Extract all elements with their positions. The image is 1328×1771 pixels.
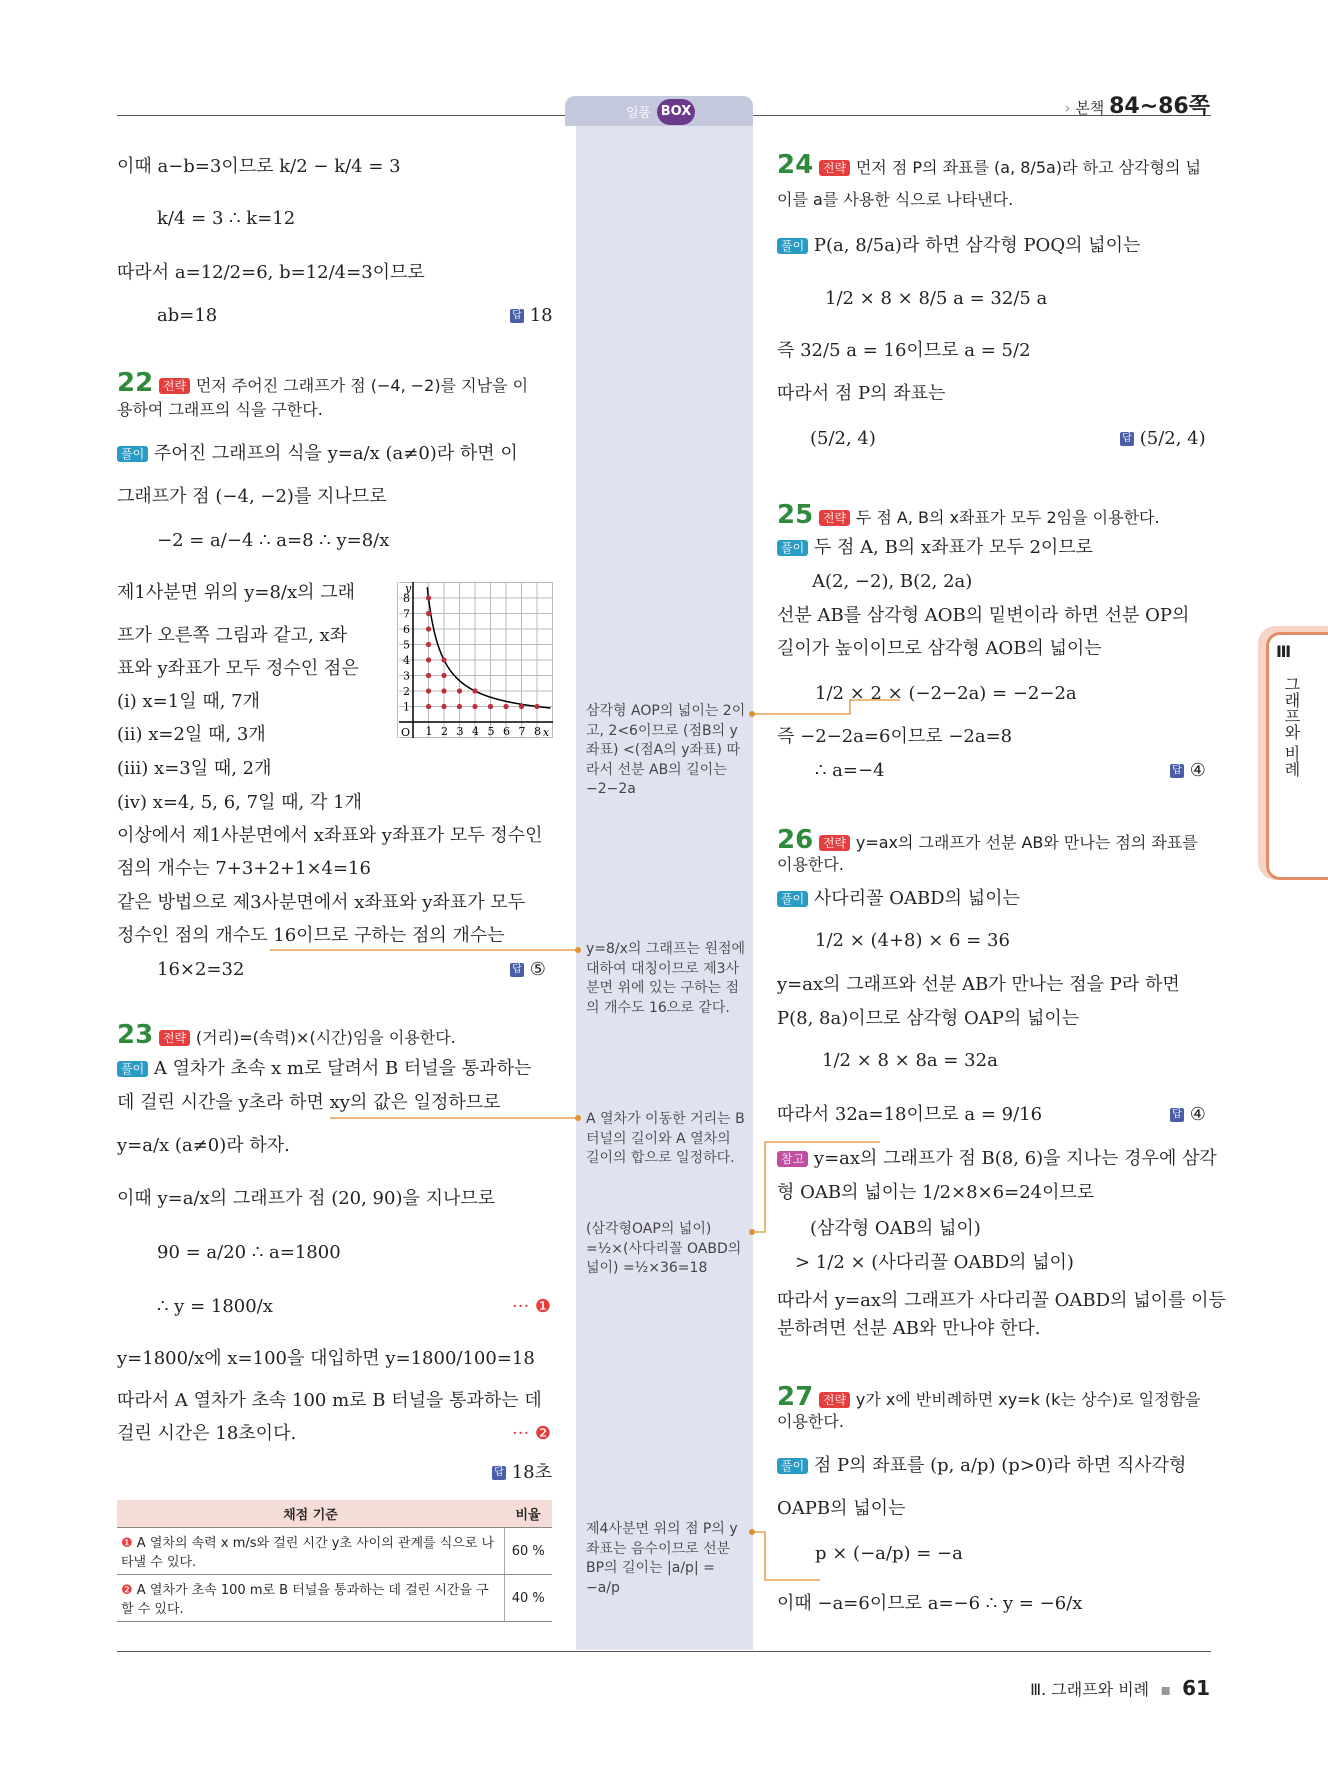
q25-sol-3: 선분 AB를 삼각형 AOB의 밑변이라 하면 선분 OP의 xyxy=(777,605,1190,626)
answer-21-value: 18 xyxy=(529,305,553,326)
q26-strategy-1: y=ax의 그래프가 선분 AB와 만나는 점의 좌표를 xyxy=(855,833,1198,852)
q23-sol-5: 90 = a/20 ∴ a=1800 xyxy=(157,1242,341,1263)
q25-sol-2: A(2, −2), B(2, 2a) xyxy=(812,571,973,592)
q23-sol-7: y=1800/x에 x=100을 대입하면 y=1800/100=18 xyxy=(117,1348,535,1369)
graph-x-label: x xyxy=(543,726,550,739)
q27-strategy-1: y가 x에 반비례하면 xy=k (k는 상수)로 일정함을 xyxy=(855,1390,1201,1409)
q22-case-2: (ⅱ) x=2일 때, 3개 xyxy=(117,724,266,745)
q26-solution-tag: 풀이 xyxy=(777,891,808,907)
box-note-3: A 열차가 이동한 거리는 B 터널의 길이와 A 열차의 길이의 합으로 일정하다. xyxy=(586,1111,745,1167)
q22-strategy-2: 용하여 그래프의 식을 구한다. xyxy=(117,400,323,419)
answer-25 xyxy=(1170,760,1206,781)
q27-solution-tag: 풀이 xyxy=(777,1458,808,1474)
q26-strategy-2: 이용한다. xyxy=(777,855,844,874)
q22-sol-5: 프가 오른쪽 그림과 같고, x좌 xyxy=(117,625,348,646)
q27-sol-4: 이때 −a=6이므로 a=−6 ∴ y = −6/x xyxy=(777,1593,1083,1614)
q24-strategy-2: 이를 a를 사용한 식으로 나타낸다. xyxy=(777,190,1014,209)
x-tick-label: 6 xyxy=(503,725,510,738)
q26-ref-3: (삼각형 OAB의 넓이) xyxy=(810,1218,981,1239)
left-line-2: k/4 = 3 ∴ k=12 xyxy=(157,208,296,229)
q26-sol-2: 1/2 × (4+8) × 6 = 36 xyxy=(815,930,1010,951)
q23-marker-2: ❷ xyxy=(534,1423,552,1444)
q22-case-1: (ⅰ) x=1일 때, 7개 xyxy=(117,691,260,712)
q23-sol-1-text: A 열차가 초속 x m로 달려서 B 터널을 통과하는 xyxy=(153,1058,532,1079)
q24-header xyxy=(777,150,1201,181)
answer-icon: 답 xyxy=(492,1466,506,1480)
q26-sol-6: 따라서 32a=18이므로 a = 9/16 xyxy=(777,1104,1043,1125)
criteria-header: 채점 기준 xyxy=(117,1500,504,1528)
box-label: 일품 xyxy=(626,106,652,121)
y-tick-label: 3 xyxy=(403,669,410,683)
criteria-marker-1: ❶ xyxy=(121,1536,133,1551)
q24-solution-tag: 풀이 xyxy=(777,238,808,254)
q23-sol-6: ∴ y = 1800/x xyxy=(157,1296,273,1317)
box-note-5: 제4사분면 위의 점 P의 y좌표는 음수이므로 선분 BP의 길이는 |a/p| = −a/p xyxy=(586,1521,738,1596)
q22-sol-2: 그래프가 점 (−4, −2)를 지나므로 xyxy=(117,486,387,507)
answer-22-value: ⑤ xyxy=(529,959,546,980)
q26-number: 26 xyxy=(777,825,814,855)
x-tick-label: 2 xyxy=(441,725,448,738)
q22-strategy-1: 먼저 주어진 그래프가 점 (−4, −2)를 지남을 이 xyxy=(195,376,529,395)
q27-header xyxy=(777,1382,1201,1413)
criteria-text-1: A 열차의 속력 x m/s와 걸린 시간 y초 사이의 관계를 식으로 나타낼 수 있다. xyxy=(121,1536,495,1570)
graph-origin: O xyxy=(401,726,411,739)
x-tick-label: 4 xyxy=(472,725,479,738)
y-tick-label: 1 xyxy=(403,700,410,714)
ratio-cell: 60 % xyxy=(504,1528,552,1575)
criteria-text-2: A 열차가 초속 100 m로 B 터널을 통과하는 데 걸린 시간을 구할 수 있다. xyxy=(121,1583,489,1617)
q25-sol-1-text: 두 점 A, B의 x좌표가 모두 2이므로 xyxy=(813,537,1094,558)
box-note-1: 삼각형 AOP의 넓이는 2이고, 2<6이므로 (점B의 y좌표) <(점A의 y좌표) 따라서 선분 AB의 길이는 −2−2a xyxy=(586,703,746,798)
q24-sol-1 xyxy=(777,235,1140,257)
q23-sol-8: 따라서 A 열차가 초속 100 m로 B 터널을 통과하는 데 xyxy=(117,1390,542,1411)
y-tick-label: 6 xyxy=(403,623,410,636)
q23-number: 23 xyxy=(117,1020,154,1050)
page-number: 61 xyxy=(1182,1676,1210,1700)
q26-ref-6: 분하려면 선분 AB와 만나야 한다. xyxy=(777,1318,1041,1339)
q25-sol-5: 1/2 × 2 × (−2−2a) = −2−2a xyxy=(815,683,1077,704)
q22-solution-tag: 풀이 xyxy=(117,446,148,462)
q26-ref-5: 따라서 y=ax의 그래프가 사다리꼴 OABD의 넓이를 이등 xyxy=(777,1290,1226,1311)
q26-sol-1-text: 사다리꼴 OABD의 넓이는 xyxy=(813,888,1020,909)
q22-number: 22 xyxy=(117,368,154,398)
graph-y-label: y xyxy=(405,582,412,595)
q23-strategy-tag: 전략 xyxy=(159,1030,190,1046)
x-tick-label: 8 xyxy=(534,725,541,738)
box-note-2: y=8/x의 그래프는 원점에 대하여 대칭이므로 제3사분면 위에 있는 구하는 점의 개수도 16으로 같다. xyxy=(586,941,746,1016)
q26-strategy-tag: 전략 xyxy=(819,835,850,851)
q24-sol-2: 1/2 × 8 × 8/5 a = 32/5 a xyxy=(825,288,1048,309)
ratio-cell: 40 % xyxy=(504,1575,552,1622)
q22-sol-8: 점의 개수는 7+3+2+1×4=16 xyxy=(117,858,371,879)
q26-sol-3: y=ax의 그래프와 선분 AB가 만나는 점을 P라 하면 xyxy=(777,974,1180,995)
q22-case-4: (ⅳ) x=4, 5, 6, 7일 때, 각 1개 xyxy=(117,792,362,813)
q22-sol-4: 제1사분면 위의 y=8/x의 그래 xyxy=(117,582,356,603)
q27-sol-2: OAPB의 넓이는 xyxy=(777,1498,906,1519)
q23-marker-1: ❶ xyxy=(534,1296,552,1317)
y-tick-label: 8 xyxy=(403,592,410,605)
q24-sol-5: (5/2, 4) xyxy=(810,428,876,449)
q23-sol-3: y=a/x (a≠0)라 하자. xyxy=(117,1135,290,1156)
answer-icon: 답 xyxy=(510,963,524,977)
q26-sol-4: P(8, 8a)이므로 삼각형 OAP의 넓이는 xyxy=(777,1008,1080,1029)
left-line-1: 이때 a−b=3이므로 k/2 − k/4 = 3 xyxy=(117,156,401,177)
x-tick-label: 5 xyxy=(487,725,495,738)
q22-sol-7: 이상에서 제1사분면에서 x좌표와 y좌표가 모두 정수인 xyxy=(117,825,543,846)
answer-26 xyxy=(1170,1104,1206,1125)
q25-strategy-tag: 전략 xyxy=(819,510,850,526)
chevron-right-icon: › xyxy=(1064,99,1071,117)
q26-ref-1-text: y=ax의 그래프가 점 B(8, 6)을 지나는 경우에 삼각 xyxy=(813,1148,1217,1169)
left-line-4: ab=18 xyxy=(157,305,218,326)
q24-sol-1-text: P(a, 8/5a)라 하면 삼각형 POQ의 넓이는 xyxy=(813,235,1141,256)
answer-24-value: (5/2, 4) xyxy=(1139,428,1206,449)
answer-26-value: ④ xyxy=(1189,1104,1206,1125)
q24-sol-4: 따라서 점 P의 좌표는 xyxy=(777,383,946,404)
answer-icon: 답 xyxy=(510,309,524,323)
q26-header xyxy=(777,825,1198,856)
q24-number: 24 xyxy=(777,150,814,180)
box-note-4: (삼각형OAP의 넓이) =½×(사다리꼴 OABD의 넓이) =½×36=18 xyxy=(586,1221,742,1277)
q26-sol-5: 1/2 × 8 × 8a = 32a xyxy=(822,1050,998,1071)
criteria-marker-2: ❷ xyxy=(121,1583,133,1598)
y-tick-label: 2 xyxy=(403,685,410,698)
q27-sol-3: p × (−a/p) = −a xyxy=(815,1543,963,1564)
x-tick-label: 7 xyxy=(518,725,526,738)
footer-rule xyxy=(117,1651,1211,1652)
footer: Ⅲ. 그래프와 비례 ▪ 61 xyxy=(1030,1676,1210,1700)
q23-sol-2: 데 걸린 시간을 y초라 하면 xy의 값은 일정하므로 xyxy=(117,1092,501,1113)
q22-case-3: (ⅲ) x=3일 때, 2개 xyxy=(117,758,272,779)
x-tick-label: 1 xyxy=(425,725,433,738)
q22-sol-11: 16×2=32 xyxy=(157,959,245,980)
answer-icon: 답 xyxy=(1170,1108,1184,1122)
q23-step-marker-1: ··· ❶ xyxy=(512,1296,552,1317)
q27-strategy-tag: 전략 xyxy=(819,1392,850,1408)
q26-ref-1 xyxy=(777,1148,1217,1170)
q26-ref-4: > 1/2 × (사다리꼴 OABD의 넓이) xyxy=(795,1252,1074,1273)
y-tick-label: 4 xyxy=(403,654,410,667)
q24-sol-3: 즉 32/5 a = 16이므로 a = 5/2 xyxy=(777,340,1031,361)
side-tab-roman: Ⅲ xyxy=(1276,642,1292,661)
side-tab-label: 그래프와 비례 xyxy=(1282,676,1301,778)
q26-reference-tag: 참고 xyxy=(777,1151,808,1167)
q25-number: 25 xyxy=(777,500,814,530)
q23-step-marker-2: ··· ❷ xyxy=(512,1423,552,1444)
q23-solution-tag: 풀이 xyxy=(117,1061,148,1077)
q25-strategy: 두 점 A, B의 x좌표가 모두 2임을 이용한다. xyxy=(855,508,1160,527)
q22-sol-10: 정수인 점의 개수도 16이므로 구하는 점의 개수는 xyxy=(117,925,505,946)
footer-chapter: Ⅲ. 그래프와 비례 xyxy=(1030,1680,1150,1699)
x-tick-label: 3 xyxy=(456,725,464,738)
answer-25-value: ④ xyxy=(1189,760,1206,781)
q26-sol-1 xyxy=(777,888,1020,910)
q22-strategy-tag: 전략 xyxy=(159,378,190,394)
ratio-header: 비율 xyxy=(504,1500,552,1528)
q25-solution-tag: 풀이 xyxy=(777,540,808,556)
q27-sol-1-text: 점 P의 좌표를 (p, a/p) (p>0)라 하면 직사각형 xyxy=(813,1455,1187,1476)
q27-number: 27 xyxy=(777,1382,814,1412)
q22-sol-3: −2 = a/−4 ∴ a=8 ∴ y=8/x xyxy=(157,530,390,551)
answer-icon: 답 xyxy=(1170,764,1184,778)
q22-sol-9: 같은 방법으로 제3사분면에서 x좌표와 y좌표가 모두 xyxy=(117,892,526,913)
page-ref-pages: 84~86쪽 xyxy=(1109,94,1210,119)
box-badge: BOX xyxy=(657,99,695,125)
q25-sol-7: ∴ a=−4 xyxy=(815,760,885,781)
q25-sol-1 xyxy=(777,537,1093,559)
q23-sol-4: 이때 y=a/x의 그래프가 점 (20, 90)을 지나므로 xyxy=(117,1188,496,1209)
left-line-3: 따라서 a=12/2=6, b=12/4=3이므로 xyxy=(117,262,425,283)
page-ref-prefix: 본책 xyxy=(1075,99,1105,117)
q22-sol-6: 표와 y좌표가 모두 정수인 점은 xyxy=(117,658,359,679)
answer-23-value: 18초 xyxy=(511,1462,553,1483)
q27-sol-1 xyxy=(777,1455,1186,1477)
q25-sol-4: 길이가 높이이므로 삼각형 AOB의 넓이는 xyxy=(777,638,1102,659)
q24-strategy-tag: 전략 xyxy=(819,160,850,176)
y-tick-label: 5 xyxy=(403,638,410,652)
answer-24 xyxy=(1120,428,1206,449)
q24-strategy-1: 먼저 점 P의 좌표를 (a, 8/5a)라 하고 삼각형의 넓 xyxy=(855,158,1201,177)
q25-header xyxy=(777,500,1160,531)
q23-strategy: (거리)=(속력)×(시간)임을 이용한다. xyxy=(195,1028,456,1047)
q26-ref-2: 형 OAB의 넓이는 1/2×8×6=24이므로 xyxy=(777,1182,1095,1203)
answer-icon: 답 xyxy=(1120,432,1134,446)
q27-strategy-2: 이용한다. xyxy=(777,1412,844,1431)
y-tick-label: 7 xyxy=(403,607,410,621)
q22-sol-1-text: 주어진 그래프의 식을 y=a/x (a≠0)라 하면 이 xyxy=(153,443,518,464)
q23-sol-9: 걸린 시간은 18초이다. xyxy=(117,1423,297,1444)
q25-sol-6: 즉 −2−2a=6이므로 −2a=8 xyxy=(777,726,1013,747)
